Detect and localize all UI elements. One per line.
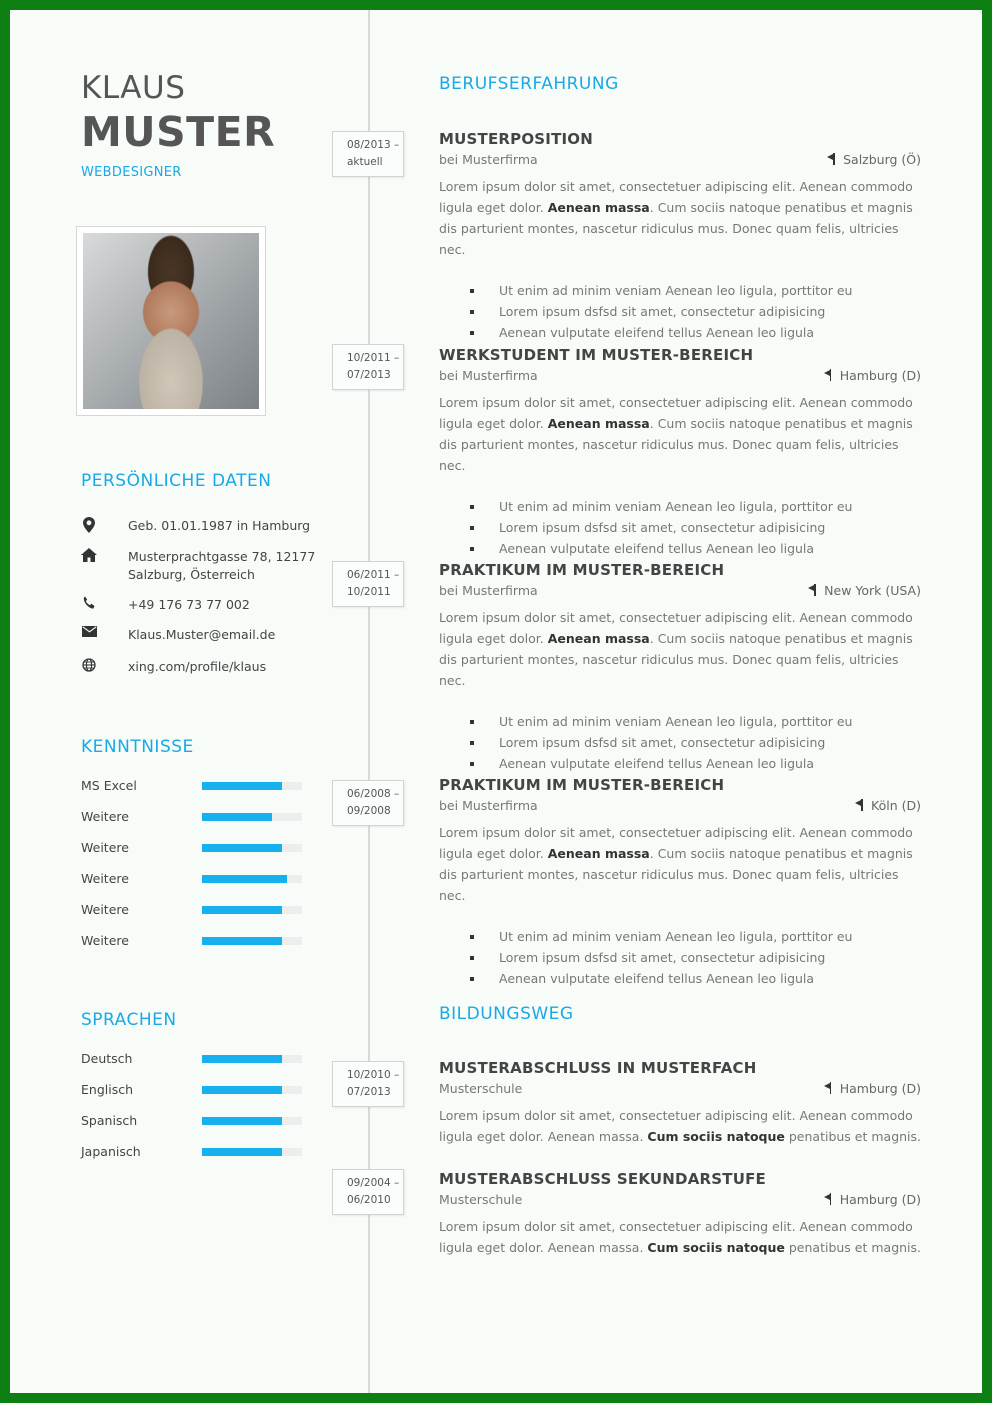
skill-label: Weitere <box>81 933 129 948</box>
entry-title: WERKSTUDENT IM MUSTER-BEREICH <box>439 346 754 364</box>
web-text[interactable]: xing.com/profile/klaus <box>128 659 267 674</box>
entry-location-text: Hamburg (D) <box>839 1081 921 1096</box>
skill-row <box>81 778 311 794</box>
skill-bar-track <box>202 844 302 852</box>
languages-title: SPRACHEN <box>81 1010 177 1030</box>
entry-description <box>439 1216 921 1258</box>
entry-subline <box>439 583 921 601</box>
skill-label: Weitere <box>81 840 129 855</box>
profile-photo <box>83 233 259 409</box>
entry-company: bei Musterfirma <box>439 798 538 813</box>
bullet-item: Lorem ipsum dsfsd sit amet, consectetur adipisicing <box>469 947 921 968</box>
desc-text: Lorem ipsum dolor sit amet, consectetuer adipiscing elit. Aenean commodo ligula eget dolor. Aenean massa. <box>439 1219 913 1255</box>
skill-row <box>81 840 311 856</box>
language-row <box>81 1144 311 1160</box>
birth-text: Geb. 01.01.1987 in Hamburg <box>128 518 311 533</box>
bullet-item: Ut enim ad minim veniam Aenean leo ligula, porttitor eu <box>469 280 921 301</box>
bullet-item: Aenean vulputate eleifend tellus Aenean leo ligula <box>469 968 921 989</box>
language-row <box>81 1051 311 1067</box>
flag-icon <box>827 153 837 165</box>
bullet-item: Ut enim ad minim veniam Aenean leo ligula, porttitor eu <box>469 496 921 517</box>
skill-bar-fill <box>202 937 282 945</box>
entry-bullets <box>439 496 921 559</box>
entry-location-text: New York (USA) <box>824 583 921 598</box>
entry-location <box>855 798 921 813</box>
entry-bullets <box>439 711 921 774</box>
cv-page <box>10 10 982 1393</box>
first-name: KLAUS <box>81 70 186 106</box>
skills-title: KENNTNISSE <box>81 737 194 757</box>
entry-title: MUSTERPOSITION <box>439 130 593 148</box>
entry-description <box>439 176 921 260</box>
date-box <box>332 1169 404 1215</box>
entry-subline <box>439 798 921 816</box>
entry-title: PRAKTIKUM IM MUSTER-BEREICH <box>439 776 725 794</box>
flag-icon <box>855 799 865 811</box>
date-box <box>332 780 404 826</box>
skill-bar-fill <box>202 813 272 821</box>
language-bar-track <box>202 1055 302 1063</box>
home-icon <box>81 548 97 564</box>
bullet-item: Lorem ipsum dsfsd sit amet, consectetur adipisicing <box>469 301 921 322</box>
desc-text: . Cum sociis natoque penatibus et magnis dis parturient montes, nascetur ridiculus mus. Donec quam felis, ultricies nec. <box>439 631 913 688</box>
date-box <box>332 1061 404 1107</box>
desc-highlight: Aenean massa <box>547 416 650 431</box>
skill-bar-fill <box>202 906 282 914</box>
entry-company: bei Musterfirma <box>439 583 538 598</box>
envelope-icon <box>81 626 97 642</box>
bullet-item: Ut enim ad minim veniam Aenean leo ligula, porttitor eu <box>469 711 921 732</box>
entry-description <box>439 1105 921 1147</box>
skill-label: Weitere <box>81 871 129 886</box>
experience-title: BERUFSERFAHRUNG <box>439 74 619 94</box>
phone-text[interactable]: +49 176 73 77 002 <box>128 597 250 612</box>
entry-description <box>439 607 921 691</box>
entry-description <box>439 392 921 476</box>
bullet-item: Aenean vulputate eleifend tellus Aenean leo ligula <box>469 322 921 343</box>
bullet-item: Aenean vulputate eleifend tellus Aenean leo ligula <box>469 538 921 559</box>
entry-school: Musterschule <box>439 1081 523 1096</box>
language-label: Spanisch <box>81 1113 138 1128</box>
bullet-item: Lorem ipsum dsfsd sit amet, consectetur adipisicing <box>469 517 921 538</box>
date-from: 08/2013 – <box>347 139 400 151</box>
bullet-item: Lorem ipsum dsfsd sit amet, consectetur adipisicing <box>469 732 921 753</box>
skill-row <box>81 933 311 949</box>
entry-location <box>808 583 921 598</box>
language-label: Englisch <box>81 1082 134 1097</box>
education-entry <box>439 1059 921 1147</box>
experience-entry <box>439 776 921 989</box>
desc-text: . Cum sociis natoque penatibus et magnis dis parturient montes, nascetur ridiculus mus. Donec quam felis, ultricies nec. <box>439 416 913 473</box>
entry-subline <box>439 1081 921 1099</box>
language-bar-fill <box>202 1117 282 1125</box>
entry-location <box>824 368 921 383</box>
phone-icon <box>81 596 97 612</box>
date-from: 10/2011 – <box>347 352 400 364</box>
last-name: MUSTER <box>81 108 276 156</box>
location-pin-icon <box>81 517 97 533</box>
entry-title: MUSTERABSCHLUSS IN MUSTERFACH <box>439 1059 757 1077</box>
language-bar-fill <box>202 1055 282 1063</box>
skill-bar-fill <box>202 782 282 790</box>
personal-data-title: PERSÖNLICHE DATEN <box>81 471 272 491</box>
experience-entry <box>439 561 921 774</box>
date-to: 07/2013 <box>347 369 391 381</box>
date-to: 10/2011 <box>347 586 391 598</box>
experience-entry <box>439 346 921 559</box>
entry-location-text: Hamburg (D) <box>839 1192 921 1207</box>
bullet-item: Ut enim ad minim veniam Aenean leo ligula, porttitor eu <box>469 926 921 947</box>
language-bar-fill <box>202 1148 282 1156</box>
address-line-2: Salzburg, Österreich <box>128 567 255 582</box>
language-row <box>81 1082 311 1098</box>
entry-bullets <box>439 926 921 989</box>
address-text <box>128 548 315 584</box>
skill-bar-fill <box>202 875 287 883</box>
desc-text: penatibus et magnis. <box>784 1129 922 1144</box>
entry-title: MUSTERABSCHLUSS SEKUNDARSTUFE <box>439 1170 766 1188</box>
language-bar-track <box>202 1117 302 1125</box>
desc-text: Lorem ipsum dolor sit amet, consectetuer adipiscing elit. Aenean commodo ligula eget dolor. <box>439 610 913 646</box>
entry-company: bei Musterfirma <box>439 152 538 167</box>
skill-label: Weitere <box>81 809 129 824</box>
language-row <box>81 1113 311 1129</box>
date-to: aktuell <box>347 156 383 168</box>
skill-row <box>81 902 311 918</box>
desc-text: Lorem ipsum dolor sit amet, consectetuer adipiscing elit. Aenean commodo ligula eget dolor. <box>439 825 913 861</box>
flag-icon <box>824 369 834 381</box>
desc-highlight: Cum sociis natoque <box>647 1240 785 1255</box>
education-title: BILDUNGSWEG <box>439 1004 574 1024</box>
profile-photo-frame <box>76 226 266 416</box>
date-from: 06/2008 – <box>347 788 400 800</box>
desc-highlight: Aenean massa <box>547 631 650 646</box>
desc-text: Lorem ipsum dolor sit amet, consectetuer adipiscing elit. Aenean commodo ligula eget dolor. Aenean massa. <box>439 1108 913 1144</box>
flag-icon <box>824 1082 834 1094</box>
skill-bar-track <box>202 906 302 914</box>
date-from: 06/2011 – <box>347 569 400 581</box>
desc-text: Lorem ipsum dolor sit amet, consectetuer adipiscing elit. Aenean commodo ligula eget dolor. <box>439 395 913 431</box>
address-line-1: Musterprachtgasse 78, 12177 <box>128 549 316 564</box>
skill-row <box>81 809 311 825</box>
date-to: 09/2008 <box>347 805 391 817</box>
desc-highlight: Aenean massa <box>547 200 650 215</box>
entry-location-text: Salzburg (Ö) <box>843 152 921 167</box>
date-from: 10/2010 – <box>347 1069 400 1081</box>
entry-location-text: Hamburg (D) <box>839 368 921 383</box>
skill-bar-fill <box>202 844 282 852</box>
date-to: 07/2013 <box>347 1086 391 1098</box>
language-bar-fill <box>202 1086 282 1094</box>
entry-subline <box>439 1192 921 1210</box>
skill-bar-track <box>202 782 302 790</box>
bullet-item: Aenean vulputate eleifend tellus Aenean leo ligula <box>469 753 921 774</box>
entry-subline <box>439 368 921 386</box>
entry-school: Musterschule <box>439 1192 523 1207</box>
entry-title: PRAKTIKUM IM MUSTER-BEREICH <box>439 561 725 579</box>
entry-subline <box>439 152 921 170</box>
desc-text: penatibus et magnis. <box>784 1240 922 1255</box>
date-box <box>332 344 404 390</box>
experience-entry <box>439 130 921 343</box>
date-box <box>332 561 404 607</box>
desc-text: . Cum sociis natoque penatibus et magnis dis parturient montes, nascetur ridiculus mus. Donec quam felis, ultricies nec. <box>439 846 913 903</box>
flag-icon <box>824 1193 834 1205</box>
language-label: Deutsch <box>81 1051 133 1066</box>
date-from: 09/2004 – <box>347 1177 400 1189</box>
entry-location <box>824 1192 921 1207</box>
entry-location-text: Köln (D) <box>871 798 921 813</box>
skill-bar-track <box>202 937 302 945</box>
date-to: 06/2010 <box>347 1194 391 1206</box>
entry-company: bei Musterfirma <box>439 368 538 383</box>
language-label: Japanisch <box>81 1144 141 1159</box>
globe-icon <box>81 658 97 674</box>
job-title: WEBDESIGNER <box>81 165 182 180</box>
desc-highlight: Cum sociis natoque <box>647 1129 785 1144</box>
entry-description <box>439 822 921 906</box>
entry-location <box>824 1081 921 1096</box>
skill-bar-track <box>202 875 302 883</box>
skill-label: MS Excel <box>81 778 137 793</box>
date-box <box>332 131 404 177</box>
desc-text: Lorem ipsum dolor sit amet, consectetuer adipiscing elit. Aenean commodo ligula eget dolor. <box>439 179 913 215</box>
language-bar-track <box>202 1148 302 1156</box>
language-bar-track <box>202 1086 302 1094</box>
desc-highlight: Aenean massa <box>547 846 650 861</box>
skill-row <box>81 871 311 887</box>
entry-location <box>827 152 921 167</box>
skill-bar-track <box>202 813 302 821</box>
skill-label: Weitere <box>81 902 129 917</box>
email-text[interactable]: Klaus.Muster@email.de <box>128 627 276 642</box>
education-entry <box>439 1170 921 1258</box>
desc-text: . Cum sociis natoque penatibus et magnis dis parturient montes, nascetur ridiculus mus. Donec quam felis, ultricies nec. <box>439 200 913 257</box>
flag-icon <box>808 584 818 596</box>
entry-bullets <box>439 280 921 343</box>
